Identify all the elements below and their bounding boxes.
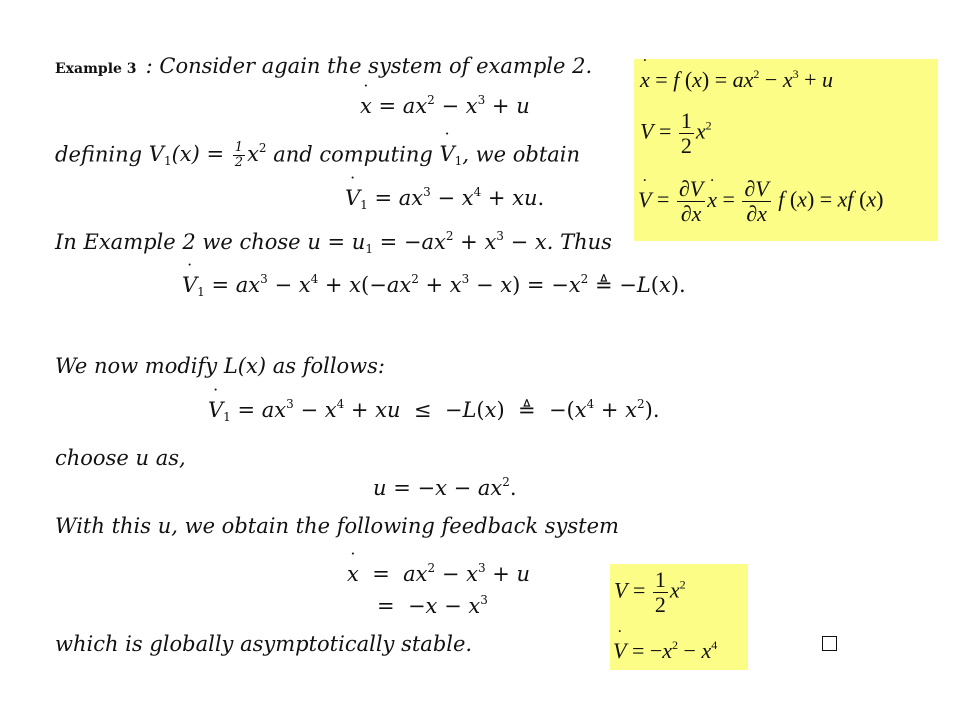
end-of-proof-icon (822, 636, 837, 651)
hl2-lyapunov-derivative: ˙ $V = -x^2 - x^4$ (613, 638, 717, 664)
conclusion-text: which is globally asymptotically stable. (55, 632, 473, 656)
feedback-eq-line2: = $-x - x^3$ (377, 593, 488, 618)
highlight-box-2 (610, 564, 748, 670)
feedback-words: , we obtain the following feedback system (171, 514, 619, 538)
example2-line (55, 230, 612, 254)
feedback-eq-line1: ˙ $x = ax^2 - x^3 + u$ (347, 562, 530, 586)
feedback-line (55, 514, 619, 538)
l-of-x: L(x) (223, 354, 267, 378)
choose-line (55, 446, 186, 470)
with-this-words: With this (55, 514, 152, 538)
thus-word: Thus (560, 230, 612, 254)
hl2-lyapunov-function: V = $\frac{1}{2}$ $x^2$ (614, 567, 686, 618)
highlight-box-1 (634, 59, 938, 241)
choose-word: choose (55, 446, 129, 470)
modified-inequality: ˙ $V_1 = ax^3 - x^4$ + xu ≤ −L(x) ≜ $-(x^4 + x^2)$. (208, 398, 660, 422)
as-word: as, (155, 446, 186, 470)
we-obtain-words: , we obtain (462, 142, 581, 167)
example-heading (55, 54, 592, 78)
example-intro: : Consider again the system of example 2. (145, 54, 593, 78)
u-symbol: u (135, 446, 149, 470)
and-computing-words: and computing (273, 142, 433, 167)
hl1-system-equation: ˙ x = f $(x) = ax^2 - x^3 + u$ (640, 67, 833, 93)
in-example-words: In Example 2 we chose (55, 230, 301, 254)
modify-words: We now modify (55, 354, 218, 378)
v1-dot-closed-loop: ˙ $V_1 = ax^3 - x^4 + x(-ax^2 + x^3 - x) = -x^2$ ≜ −L(x). (182, 273, 686, 297)
as-follows-words: as follows: (272, 354, 386, 378)
control-law: $u = -x - ax^2$. (373, 475, 517, 500)
modify-line (55, 354, 385, 378)
v1-dot-equation: ˙ $V_1 = ax^3 - x^4$ + xu. (345, 186, 544, 210)
u-symbol-2: u (157, 514, 172, 538)
system-equation: ˙ $x = ax^2 - x^3 + u$ (360, 94, 530, 118)
u1-choice: $u = u_1 = -ax^2 + x^3 - x$. (307, 229, 554, 256)
defining-word: defining (55, 142, 143, 167)
hl1-lyapunov-function: V = $\frac{1}{2}$ $x^2$ (640, 108, 712, 159)
hl1-lyapunov-derivative: ˙ V = $\frac{\partial V}{\partial x}$ ˙ x = $\frac{\partial V}{\partial x}$ f (x) = xf (x) (638, 177, 883, 226)
example-label: Example 3 (55, 61, 137, 77)
v1-dot-symbol: ˙ $V_1$ (440, 142, 463, 166)
v1-definition: $V_1(x)$ = $\frac{1}{2}$ $x^2$ (148, 140, 267, 171)
defining-line (55, 141, 580, 171)
